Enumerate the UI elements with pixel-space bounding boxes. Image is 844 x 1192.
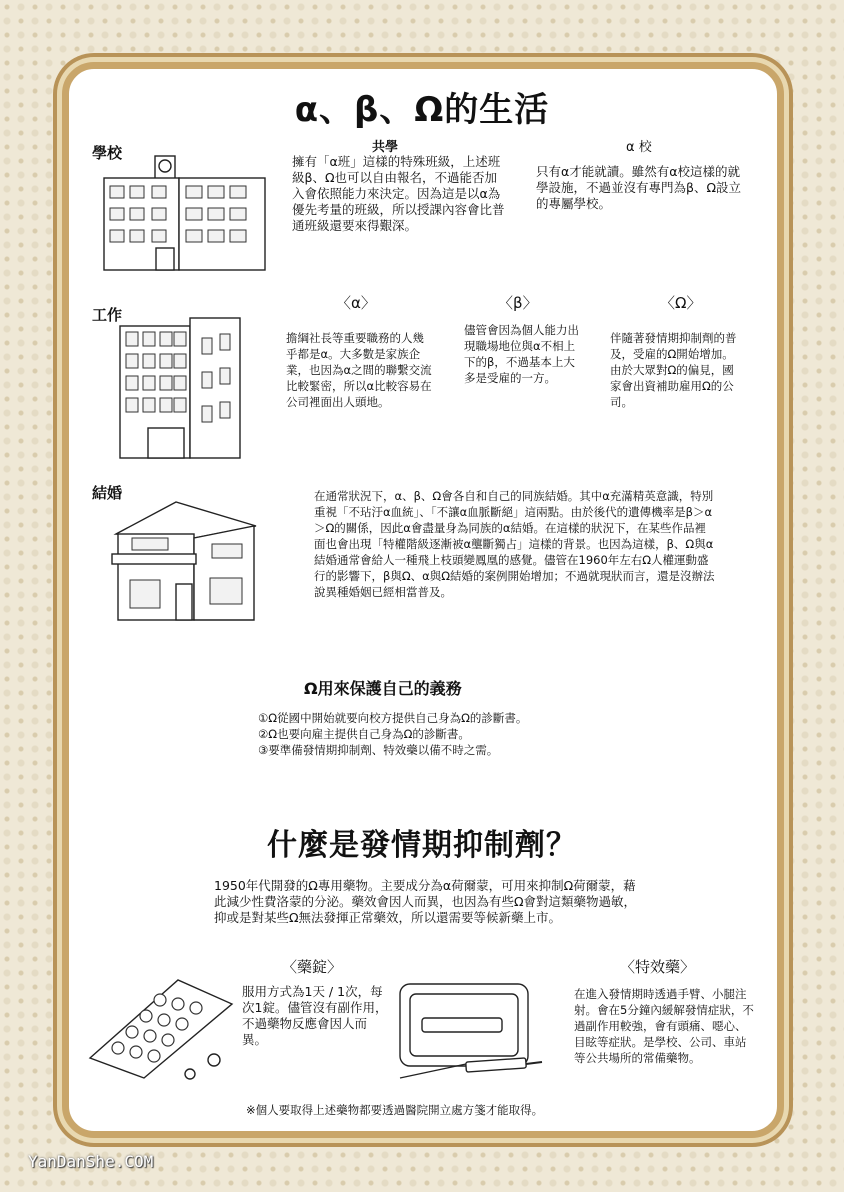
suppressant-intro: 1950年代開發的Ω專用藥物。主要成分為α荷爾蒙，可用來抑制Ω荷爾蒙，藉此減少性費洛蒙的分泌。藥效會因人而異，也因為有些Ω會對這類藥物過敏，抑或是對某些Ω無法發揮正常藥效，所以還需要等候新藥上市。 [214, 878, 637, 925]
school-building-illustration [100, 152, 270, 274]
special-title: 〈特效藥〉 [620, 958, 696, 976]
duty-item-1: ①Ω從國中開始就要向校方提供自己身為Ω的診斷書。 [258, 711, 528, 725]
school-alpha-text: 只有α才能就讀。雖然有α校這樣的就學設施，不過並沒有專門為β、Ω設立的專屬學校。 [536, 164, 742, 211]
duty-item-2: ②Ω也要向雇主提供自己身為Ω的診斷書。 [258, 727, 470, 741]
suppressant-title: 什麼是發情期抑制劑？ [267, 828, 577, 863]
watermark: YanDanShe.COM [28, 1152, 154, 1171]
marriage-label: 結婚 [92, 484, 123, 502]
work-alpha-title: 〈α〉 [336, 294, 376, 312]
work-alpha-text: 擔綱社長等重要職務的人幾乎都是α。大多數是家族企業，也因為α之間的聯繫交流比較緊密，所以α比較容易在公司裡面出人頭地。 [286, 331, 432, 409]
work-beta-text: 儘管會因為個人能力出現職場地位與α不相上下的β，不過基本上大多是受雇的一方。 [464, 323, 579, 385]
school-label: 學校 [92, 144, 123, 162]
work-omega-text: 伴隨著發情期抑制劑的普及，受雇的Ω開始增加。由於大眾對Ω的偏見，國家會出資補助雇用Ω的公司。 [610, 331, 737, 409]
duty-item-3: ③要準備發情期抑制劑、特效藥以備不時之需。 [258, 743, 499, 757]
injection-kit-illustration [396, 978, 546, 1090]
work-label: 工作 [92, 306, 123, 324]
tablet-title: 〈藥錠〉 [282, 958, 343, 976]
page-title: α、β、Ω的生活 [294, 90, 550, 130]
special-text: 在進入發情期時透過手臂、小腿注射。會在5分鐘內緩解發情症狀，不過副作用較強，會有頭痛、噁心、目眩等症狀。是學校、公司、車站等公共場所的常備藥物。 [574, 987, 754, 1065]
school-co-title: 共學 [372, 140, 399, 155]
tablet-text: 服用方式為1天 / 1次，每次1錠。儘管沒有副作用，不過藥物反應會因人而異。 [242, 984, 388, 1047]
marriage-text: 在通常狀況下，α、β、Ω會各自和自己的同族結婚。其中α充滿精英意識，特別重視「不玷汙α血統」、「不讓α血脈斷絕」這兩點。由於後代的遺傳機率是β＞α＞Ω的關係，因此α會盡量身為同族的α結婚。在這樣的狀況下，在某些作品裡面也會出現「特權階級逐漸被α壟斷獨占」這樣的背景。也因為這樣，β、Ω與α結婚通常會給人一種飛上枝頭變鳳凰的感覺。儘管在1960年左右Ω人權運動盛行的影響下，β與Ω、α與Ω結婚的案例開始增加；不過就現狀而言，還是沒辦法說異種婚姻已經相當普及。 [314, 489, 715, 599]
work-omega-title: 〈Ω〉 [660, 294, 702, 312]
office-building-illustration [112, 314, 244, 462]
work-beta-title: 〈β〉 [498, 294, 538, 312]
footnote: ※個人要取得上述藥物都要透過醫院開立處方箋才能取得。 [246, 1103, 544, 1117]
school-alpha-title: α 校 [626, 140, 652, 155]
duty-title: Ω用來保護自己的義務 [304, 679, 462, 698]
school-co-text: 擁有「α班」這樣的特殊班級，上述班級β、Ω也可以自由報名，不過能否加入會依照能力來決定。因為這是以α為優先考量的班級，所以授課內容會比普通班級還要來得艱深。 [292, 154, 505, 233]
house-illustration [110, 498, 258, 622]
tablet-pack-illustration [86, 976, 236, 1080]
